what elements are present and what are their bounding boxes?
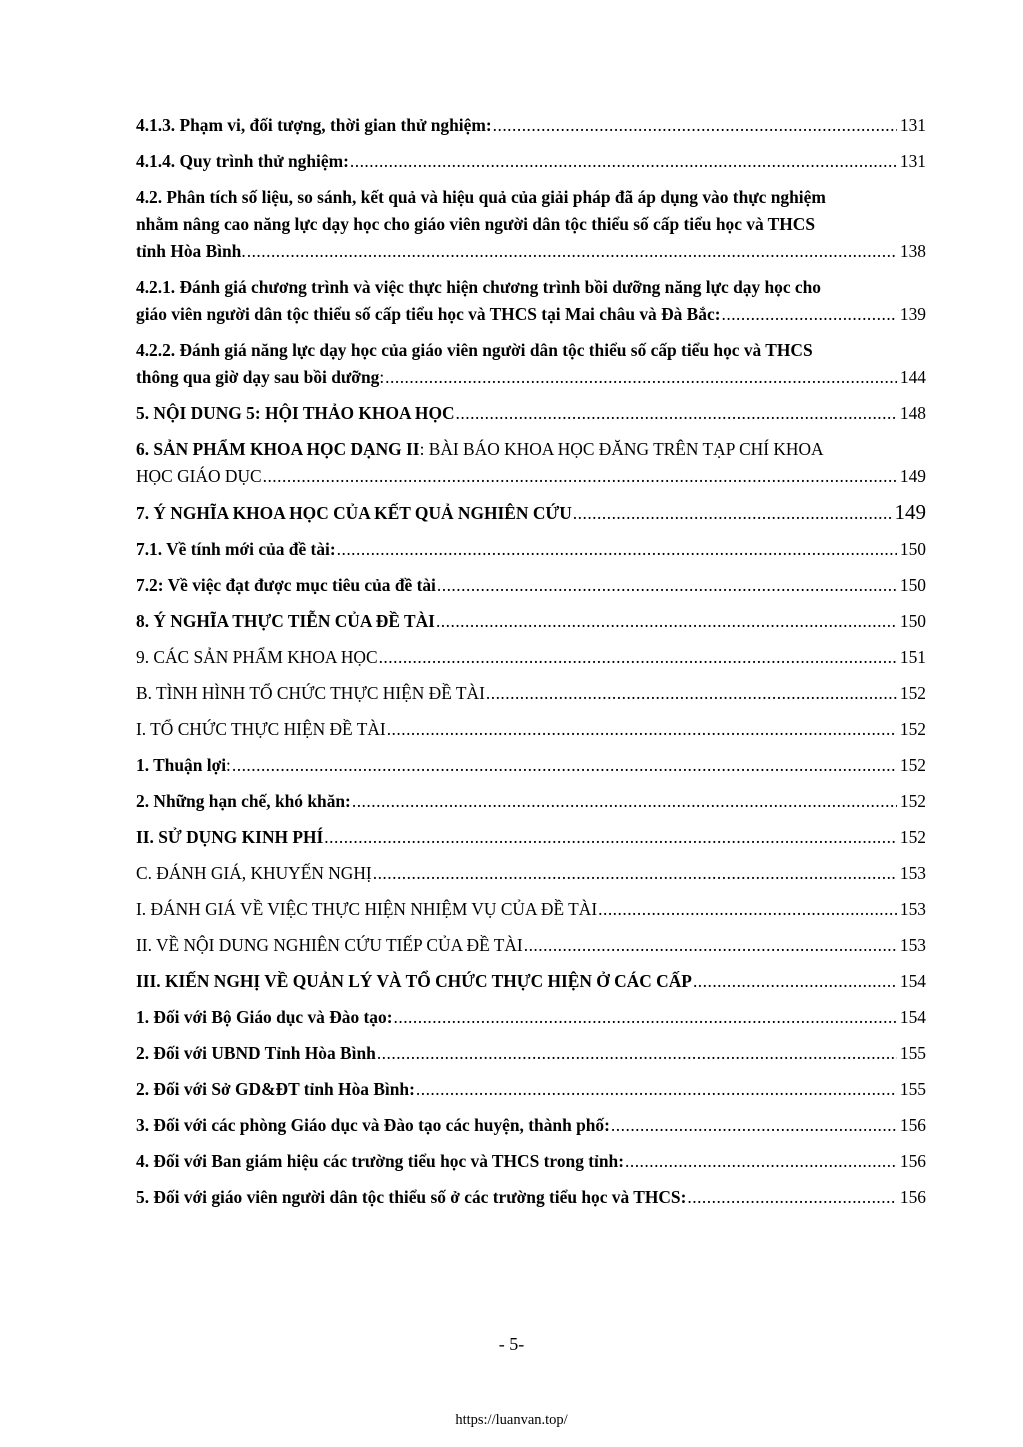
toc-entry[interactable] xyxy=(136,716,926,743)
dot-leader xyxy=(486,680,897,707)
toc-entry-title: giáo viên người dân tộc thiểu số cấp tiểu học và THCS tại Mai châu và Đà Bắc: xyxy=(136,304,721,324)
dot-leader xyxy=(232,752,897,779)
dot-leader xyxy=(373,860,897,887)
toc-page-number: 153 xyxy=(899,935,926,955)
toc-entry-title: B. TÌNH HÌNH TỔ CHỨC THỰC HIỆN ĐỀ TÀI xyxy=(136,683,485,703)
toc-entry[interactable] xyxy=(136,274,926,328)
toc-entry[interactable] xyxy=(136,968,926,995)
toc-entry-title: 4. Đối với Ban giám hiệu các trường tiểu học và THCS trong tỉnh: xyxy=(136,1151,624,1171)
toc-page-number: 156 xyxy=(899,1151,926,1171)
toc-entry-suffix: . xyxy=(241,241,246,261)
dot-leader xyxy=(524,932,897,959)
toc-entry[interactable] xyxy=(136,1148,926,1175)
toc-entry-title: HỌC GIÁO DỤC xyxy=(136,466,262,486)
toc-page-number: 152 xyxy=(899,791,926,811)
dot-leader xyxy=(385,364,897,391)
toc-entry-title: 9. CÁC SẢN PHẨM KHOA HỌC xyxy=(136,647,378,667)
toc-page-number: 151 xyxy=(899,647,926,667)
toc-entry-title: thông qua giờ dạy sau bồi dưỡng xyxy=(136,367,380,387)
toc-entry[interactable] xyxy=(136,1184,926,1211)
dot-leader xyxy=(263,463,897,490)
toc-entry-suffix: : xyxy=(226,755,231,775)
toc-entry[interactable] xyxy=(136,112,926,139)
toc-page-number: 155 xyxy=(899,1079,926,1099)
toc-entry[interactable] xyxy=(136,824,926,851)
toc-page-number: 144 xyxy=(899,367,926,387)
dot-leader xyxy=(352,788,897,815)
toc-entry[interactable] xyxy=(136,1040,926,1067)
toc-page-number: 152 xyxy=(899,755,926,775)
toc-entry-title: tỉnh Hòa Bình xyxy=(136,241,242,261)
toc-page-number: 152 xyxy=(899,719,926,739)
table-of-contents xyxy=(136,112,926,1220)
toc-page-number: 153 xyxy=(899,863,926,883)
toc-page-number: 139 xyxy=(899,304,926,324)
toc-page-number: 148 xyxy=(899,403,926,423)
toc-entry-title: 4.1.3. Phạm vi, đối tượng, thời gian thử nghiệm: xyxy=(136,115,492,135)
toc-entry-title: II. SỬ DỤNG KINH PHÍ xyxy=(136,827,324,847)
toc-page-number: 150 xyxy=(899,539,926,559)
toc-entry-title: III. KIẾN NGHỊ VỀ QUẢN LÝ VÀ TỔ CHỨC THỰC HIỆN Ở CÁC CẤP xyxy=(136,971,692,991)
toc-entry-title: 7.2: Về việc đạt được mục tiêu của đề tài xyxy=(136,575,436,595)
toc-entry[interactable] xyxy=(136,184,926,265)
toc-entry[interactable] xyxy=(136,536,926,563)
toc-entry-title: 2. Đối với Sở GD&ĐT tỉnh Hòa Bình: xyxy=(136,1079,415,1099)
dot-leader xyxy=(493,112,897,139)
dot-leader xyxy=(350,148,897,175)
dot-leader xyxy=(693,968,897,995)
dot-leader xyxy=(456,400,897,427)
dot-leader xyxy=(394,1004,897,1031)
dot-leader xyxy=(625,1148,897,1175)
toc-entry-title: 8. Ý NGHĨA THỰC TIỄN CỦA ĐỀ TÀI xyxy=(136,611,435,631)
toc-entry[interactable] xyxy=(136,644,926,671)
toc-entry[interactable] xyxy=(136,1004,926,1031)
toc-entry[interactable] xyxy=(136,499,926,527)
toc-entry-title: 5. Đối với giáo viên người dân tộc thiểu số ở các trường tiểu học và THCS: xyxy=(136,1187,687,1207)
toc-page-number: 150 xyxy=(899,575,926,595)
toc-page-number: 150 xyxy=(899,611,926,631)
dot-leader xyxy=(436,608,897,635)
toc-page-number: 131 xyxy=(899,115,926,135)
toc-entry[interactable] xyxy=(136,400,926,427)
toc-page-number: 131 xyxy=(899,151,926,171)
toc-entry[interactable] xyxy=(136,148,926,175)
dot-leader xyxy=(573,500,892,527)
toc-page-number: 138 xyxy=(899,241,926,261)
toc-page-number: 155 xyxy=(899,1043,926,1063)
dot-leader xyxy=(598,896,897,923)
toc-entry[interactable] xyxy=(136,436,926,490)
toc-entry-title: 5. NỘI DUNG 5: HỘI THẢO KHOA HỌC xyxy=(136,403,455,423)
dot-leader xyxy=(247,238,897,265)
toc-entry-line: 4.2.2. Đánh giá năng lực dạy học của giáo viên người dân tộc thiểu số cấp tiểu học và THCS xyxy=(136,340,813,360)
toc-entry[interactable] xyxy=(136,337,926,391)
dot-leader xyxy=(387,716,897,743)
toc-entry-title: 7.1. Về tính mới của đề tài: xyxy=(136,539,336,559)
toc-entry-suffix: : xyxy=(379,367,385,387)
toc-page-number: 154 xyxy=(899,971,926,991)
toc-entry[interactable] xyxy=(136,1076,926,1103)
toc-entry[interactable] xyxy=(136,788,926,815)
toc-entry-title: II. VỀ NỘI DUNG NGHIÊN CỨU TIẾP CỦA ĐỀ TÀI xyxy=(136,935,523,955)
dot-leader xyxy=(722,301,897,328)
dot-leader xyxy=(337,536,897,563)
toc-entry-title: 7. Ý NGHĨA KHOA HỌC CỦA KẾT QUẢ NGHIÊN CỨU xyxy=(136,503,572,523)
toc-page-number: 149 xyxy=(894,500,926,524)
toc-page-number: 152 xyxy=(899,827,926,847)
toc-entry-title: C. ĐÁNH GIÁ, KHUYẾN NGHỊ xyxy=(136,863,372,883)
toc-entry[interactable] xyxy=(136,572,926,599)
dot-leader xyxy=(416,1076,897,1103)
toc-entry-title: 2. Những hạn chế, khó khăn: xyxy=(136,791,351,811)
toc-entry-line: 4.2. Phân tích số liệu, so sánh, kết quả và hiệu quả của giải pháp đã áp dụng vào thực nghiệm xyxy=(136,187,826,207)
toc-page-number: 156 xyxy=(899,1187,926,1207)
toc-entry[interactable] xyxy=(136,680,926,707)
dot-leader xyxy=(611,1112,897,1139)
toc-entry-title: 1. Đối với Bộ Giáo dục và Đào tạo: xyxy=(136,1007,393,1027)
toc-entry-line: 4.2.1. Đánh giá chương trình và việc thực hiện chương trình bồi dưỡng năng lực dạy học cho xyxy=(136,277,822,297)
dot-leader xyxy=(379,644,897,671)
toc-entry-line: nhằm nâng cao năng lực dạy học cho giáo viên người dân tộc thiểu số cấp tiểu học và THCS xyxy=(136,214,816,234)
toc-entry-title: 4.1.4. Quy trình thử nghiệm: xyxy=(136,151,349,171)
toc-entry-title: 3. Đối với các phòng Giáo dục và Đào tạo các huyện, thành phố: xyxy=(136,1115,610,1135)
toc-entry-title: I. ĐÁNH GIÁ VỀ VIỆC THỰC HIỆN NHIỆM VỤ CỦA ĐỀ TÀI xyxy=(136,899,598,919)
toc-entry[interactable] xyxy=(136,860,926,887)
toc-page-number: 154 xyxy=(899,1007,926,1027)
dot-leader xyxy=(687,1184,897,1211)
toc-entry[interactable] xyxy=(136,932,926,959)
toc-entry[interactable] xyxy=(136,896,926,923)
toc-entry-line: 6. SẢN PHẨM KHOA HỌC DẠNG II: BÀI BÁO KHOA HỌC ĐĂNG TRÊN TẠP CHÍ KHOA xyxy=(136,439,824,459)
footer-url[interactable]: https://luanvan.top/ xyxy=(455,1412,568,1428)
toc-entry-title: I. TỔ CHỨC THỰC HIỆN ĐỀ TÀI xyxy=(136,719,386,739)
toc-page-number: 149 xyxy=(899,466,926,486)
dot-leader xyxy=(324,824,897,851)
dot-leader xyxy=(437,572,897,599)
toc-page-number: 156 xyxy=(899,1115,926,1135)
toc-entry[interactable] xyxy=(136,1112,926,1139)
toc-page-number: 153 xyxy=(899,899,926,919)
toc-entry-title: 2. Đối với UBND Tỉnh Hòa Bình xyxy=(136,1043,376,1063)
toc-page-number: 152 xyxy=(899,683,926,703)
toc-entry[interactable] xyxy=(136,752,926,779)
toc-entry-title: 1. Thuận lợi xyxy=(136,755,227,775)
toc-entry[interactable] xyxy=(136,608,926,635)
page-number: - 5- xyxy=(498,1334,525,1354)
dot-leader xyxy=(377,1040,897,1067)
